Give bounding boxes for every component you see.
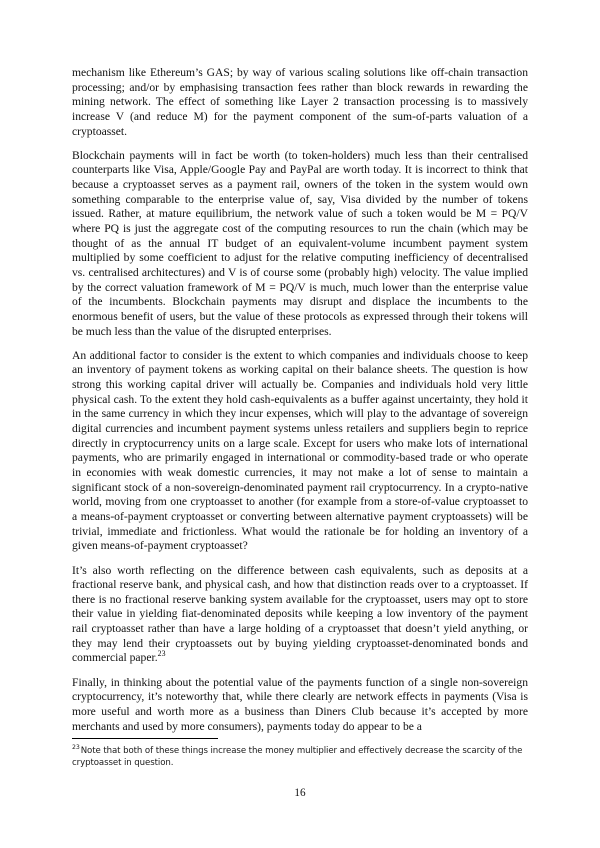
footnote-23 [72, 745, 528, 770]
paragraph-1: mechanism like Ethereum’s GAS; by way of various scaling solutions like off-chain transaction processing; and/or by emphasising transaction fees rather than block rewards in rewarding the mining network. The effect of something like Layer 2 transaction processing is to massively increase V (and reduce M) for the payment component of the sum-of-parts valuation of a cryptoasset. [72, 66, 528, 138]
footnote-area [72, 738, 528, 770]
footnote-text: Note that both of these things increase the money multiplier and effectively decrease the scarcity of the cryptoasset in question. [72, 746, 523, 769]
paragraph-4 [72, 564, 528, 667]
paragraph-5: Finally, in thinking about the potential value of the payments function of a single non-sovereign cryptocurrency, it’s noteworthy that, while there clearly are network effects in payments (Visa is more useful and worth more as a business than Diners Club because it’s accepted by more merchants and used by more consumers), payments today do appear to be a [72, 675, 528, 733]
paragraph-3: An additional factor to consider is the extent to which companies and individuals choose to keep an inventory of payment tokens as working capital on their balance sheets. The question is how strong this working capital driver will actually be. Companies and individuals hold very little physical cash. To the extent they hold cash-equivalents as a buffer against uncertainty, they hold it in the same currency in which they incur expenses, which will play to the advantage of sovereign digital currencies and incumbent payment systems unless retailers and suppliers begin to reprice directly in cryptocurrency units on a large scale. Except for users who make lots of international payments, who are primarily engaged in international or commodity-based trade or who operate in economies with weak domestic currencies, it may not make a lot of sense to maintain a significant stock of a non-sovereign-denominated payment rail cryptocurrency. In a crypto-native world, moving from one cryptoasset to another (for example from a store-of-value cryptoasset to a means-of-payment cryptoasset or converting between alternative payment cryptoassets) will be trivial, immediate and frictionless. What would the rationale be for holding an inventory of a given means-of-payment cryptoasset? [72, 348, 528, 553]
paragraph-4-text: It’s also worth reflecting on the difference between cash equivalents, such as deposits at a fractional reserve bank, and physical cash, and how that distinction reads over to a cryptoasset. If there is no fractional reserve banking system available for the cryptoasset, users may opt to store their value in yielding fiat-denominated deposits while keeping a low inventory of the payment rail cryptoasset rather than have a large holding of a cryptoasset that doesn’t yield anything, or they may lend their cryptoassets out by buying yielding cryptoasset-denominated bonds and commercial paper. [72, 563, 528, 665]
paragraph-2: Blockchain payments will in fact be worth (to token-holders) much less than their centralised counterparts like Visa, Apple/Google Pay and PayPal are worth today. It is incorrect to think that because a cryptoasset serves as a payment rail, owners of the token in the system would own something comparable to the enterprise value of, say, Visa divided by the number of tokens issued. Rather, at mature equilibrium, the network value of such a token would be M = PQ/V where PQ is just the aggregate cost of the computing resources to run the chain (which may be thought of as the annual IT budget of an equivalent-volume incumbent payment system multiplied by some coefficient to adjust for the relative computing inefficiency of decentralised vs. centralised architectures) and V is of course some (probably high) velocity. The value implied by the correct valuation framework of M = PQ/V is much, much lower than the enterprise value of the incumbents. Blockchain payments may disrupt and displace the incumbents to the enormous benefit of users, but the value of these protocols as expressed through their tokens will be much less than the value of the disrupted enterprises. [72, 148, 528, 338]
footnote-reference-23[interactable]: 23 [157, 649, 166, 659]
footnote-separator-rule [72, 738, 218, 739]
page-body-text [72, 66, 528, 734]
footnote-marker-23: 23 [72, 744, 80, 752]
page-number: 16 [294, 787, 306, 799]
